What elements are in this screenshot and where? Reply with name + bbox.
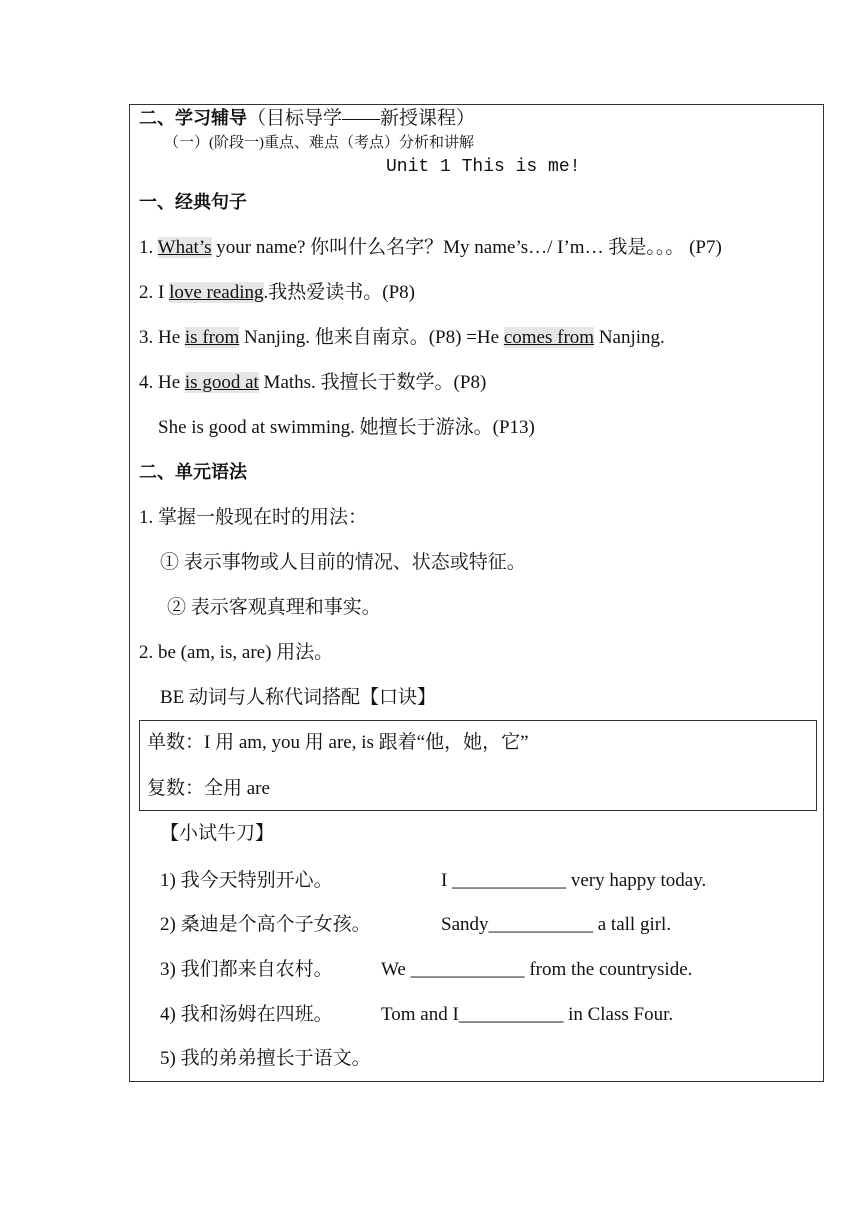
highlight-phrase: is good at (184, 372, 259, 393)
highlight-phrase: comes from (503, 327, 595, 348)
sentence-1 (139, 236, 722, 260)
exercise-3-blank: We ____________ from the countryside. (381, 959, 693, 980)
exercise-2-blank: Sandy___________ a tall girl. (441, 914, 672, 935)
sentence-text: Nanjing. 他来自南京。(P8) =He (239, 327, 504, 348)
unit-title: Unit 1 This is me! (386, 157, 581, 177)
subtitle: （一）(阶段一)重点、难点（考点）分析和讲解 (164, 135, 474, 151)
exercise-1-blank: I ____________ very happy today. (441, 870, 707, 891)
highlight-phrase: is from (184, 327, 240, 348)
rhyme-rule-plural: 复数：全用 are (147, 778, 270, 799)
sentence-text: 3. He (139, 327, 185, 348)
sentence-2 (139, 281, 415, 305)
exercise-1-prompt: 1) 我今天特别开心。 (160, 870, 333, 891)
exercise-3-prompt: 3) 我们都来自农村。 (160, 959, 333, 980)
sentence-text: .我热爱读书。(P8) (263, 282, 415, 303)
highlight-phrase: love reading (169, 282, 264, 303)
exercise-4-prompt: 4) 我和汤姆在四班。 (160, 1004, 333, 1025)
sentence-5: She is good at swimming. 她擅长于游泳。(P13) (158, 417, 535, 438)
grammar-point-1: 1. 掌握一般现在时的用法： (139, 507, 368, 528)
sentence-text: Nanjing. (594, 327, 665, 348)
exercise-2-prompt: 2) 桑迪是个高个子女孩。 (160, 914, 371, 935)
sentence-text: 2. I (139, 282, 170, 303)
sentence-3 (139, 326, 665, 350)
exercise-4-blank: Tom and I___________ in Class Four. (381, 1004, 674, 1025)
rhyme-rule-singular: 单数：I 用 am, you 用 are, is 跟着“他，她，它” (147, 732, 529, 753)
grammar-point-2: 2. be (am, is, are) 用法。 (139, 642, 334, 663)
grammar-point-1a: ① 表示事物或人目前的情况、状态或特征。 (160, 552, 526, 573)
sentence-4 (139, 371, 486, 395)
sentence-text: 4. He (139, 372, 185, 393)
section-title: 二、学习辅导 (139, 108, 247, 129)
heading-classic-sentences: 一、经典句子 (139, 192, 247, 213)
highlight-phrase: What’s (157, 237, 212, 258)
sentence-text: your name? 你叫什么名字？My name’s…/ I’m… 我是。。。 (P7) (211, 237, 722, 258)
exercise-5-prompt: 5) 我的弟弟擅长于语文。 (160, 1048, 371, 1069)
grammar-point-1b: ② 表示客观真理和事实。 (167, 597, 381, 618)
sentence-text: Maths. 我擅长于数学。(P8) (258, 372, 487, 393)
section-title-paren: （目标导学——新授课程） (247, 108, 476, 129)
rhyme-title: BE 动词与人称代词搭配【口诀】 (160, 687, 437, 708)
sentence-number: 1. (139, 237, 158, 258)
heading-unit-grammar: 二、单元语法 (139, 462, 247, 483)
section-heading (139, 107, 475, 131)
practice-title: 【小试牛刀】 (160, 823, 275, 844)
